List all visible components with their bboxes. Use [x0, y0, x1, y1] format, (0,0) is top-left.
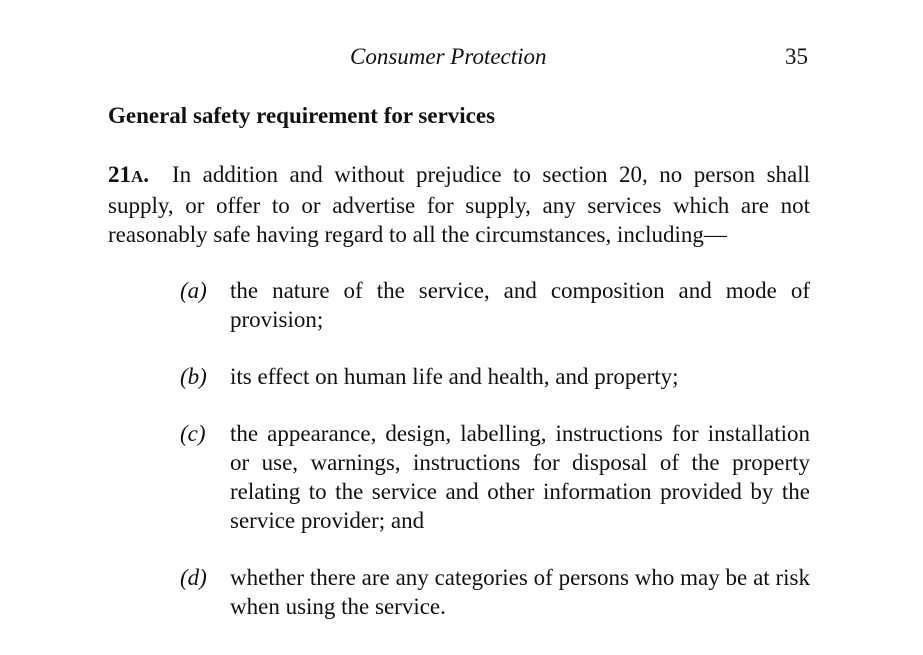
list-item [180, 563, 810, 621]
item-label: (a) [180, 278, 207, 303]
running-header [0, 44, 923, 74]
section-number-main: 21 [108, 162, 131, 187]
item-text: the appearance, design, labelling, instructions for installation or use, warnings, instructions for disposal of the property relating to the service and other information provided by the service provider; and [230, 421, 810, 533]
list-item [180, 276, 810, 334]
item-text: the nature of the service, and composition and mode of provision; [230, 278, 810, 332]
paragraph-list [180, 276, 810, 649]
list-item [180, 419, 810, 535]
running-title: Consumer Protection [350, 44, 547, 69]
section-text: In addition and without prejudice to section 20, no person shall supply, or offer to or advertise for supply, any services which are not reasonably safe having regard to all the circumstances, including— [108, 162, 811, 247]
item-label: (b) [180, 364, 207, 389]
section-heading: General safety requirement for services [108, 103, 496, 128]
item-label: (c) [180, 421, 206, 446]
item-text: whether there are any categories of persons who may be at risk when using the service. [230, 565, 810, 619]
section-body [108, 160, 810, 249]
section-number-suffix: A [131, 167, 144, 186]
item-text: its effect on human life and health, and property; [230, 364, 679, 389]
section-number [108, 162, 149, 187]
page-number: 35 [785, 44, 808, 69]
section-number-end: . [143, 162, 150, 187]
item-label: (d) [180, 565, 207, 590]
list-item [180, 362, 810, 391]
